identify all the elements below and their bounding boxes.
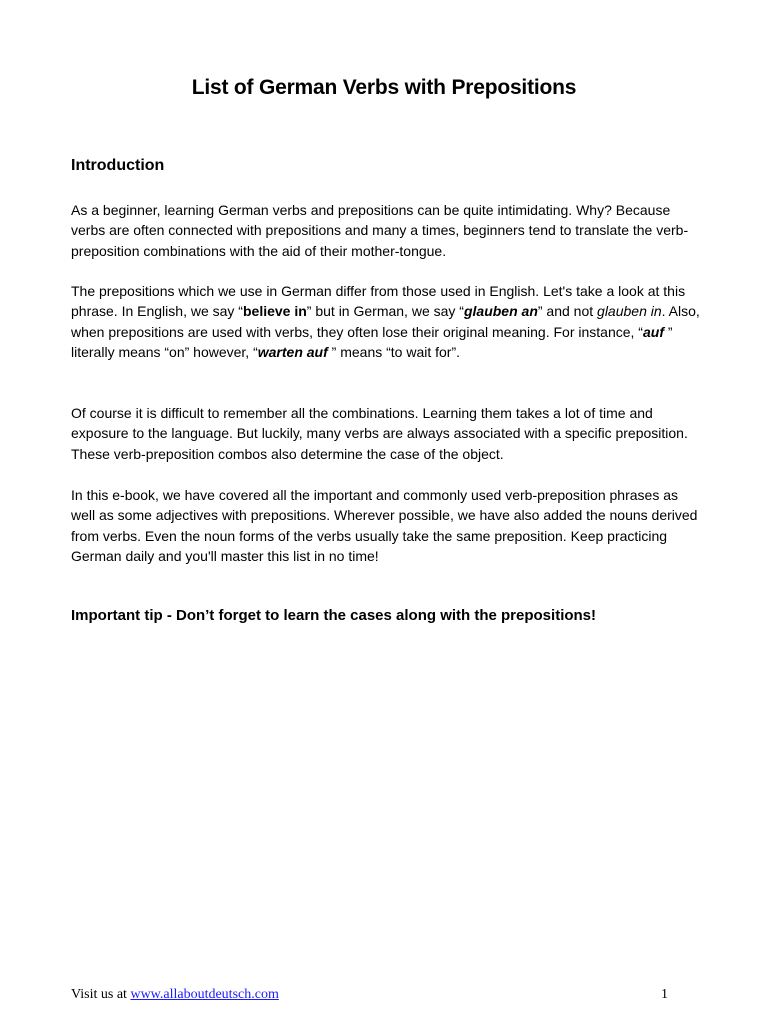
document-title: List of German Verbs with Prepositions xyxy=(191,76,577,99)
phrase-glauben-in: glauben in xyxy=(597,303,662,320)
phrase-warten-auf: warten auf xyxy=(257,344,328,361)
footer-prefix: Visit us at xyxy=(71,987,131,1002)
paragraph-2-text-2: ” but in German, we say “ xyxy=(306,303,464,320)
paragraph-3: Of course it is difficult to remember all the combinations. Learning them takes a lot of time and exposure to the language. But luckily, many verbs are always associated with a specific preposition. These verb-preposition combos also determine the case of the object. xyxy=(71,405,688,462)
important-tip: Important tip - Don’t forget to learn the cases along with the prepositions! xyxy=(71,607,597,624)
word-auf: auf xyxy=(642,323,664,340)
paragraph-2-text-3: ” and not xyxy=(537,303,598,320)
paragraph-2-text-4: . Also, when prepositions are used with verbs, they often lose their original meaning. For instance, “ xyxy=(71,303,700,340)
paragraph-4: In this e-book, we have covered all the important and commonly used verb-preposition phrases as well as some adjectives with prepositions. Wherever possible, we have also added the nouns derived from verbs. Even the noun forms of the verbs usually take the same preposition. Keep practicing German daily and you'll master this list in no time! xyxy=(71,487,698,565)
footer xyxy=(71,987,279,1003)
section-heading-introduction: Introduction xyxy=(71,157,165,174)
phrase-believe-in: believe in xyxy=(242,303,307,320)
phrase-glauben-an: glauben an xyxy=(463,303,538,320)
paragraph-2-text-6: ” means “to wait for”. xyxy=(327,344,461,361)
page-number: 1 xyxy=(661,987,668,1002)
paragraph-2 xyxy=(71,281,701,363)
website-link[interactable]: www.allaboutdeutsch.com xyxy=(130,987,279,1002)
paragraph-1: As a beginner, learning German verbs and prepositions can be quite intimidating. Why? Because verbs are often connected with prepositions and many a times, beginners tend to translate the verb-preposition combinations with the aid of their mother-tongue. xyxy=(71,202,689,259)
paragraph-2-text-1: The prepositions which we use in German differ from those used in English. Let's take a look at this phrase. In English, we say “ xyxy=(71,283,686,320)
paragraph-2-text-5: ” literally means “on” however, “ xyxy=(71,323,673,361)
